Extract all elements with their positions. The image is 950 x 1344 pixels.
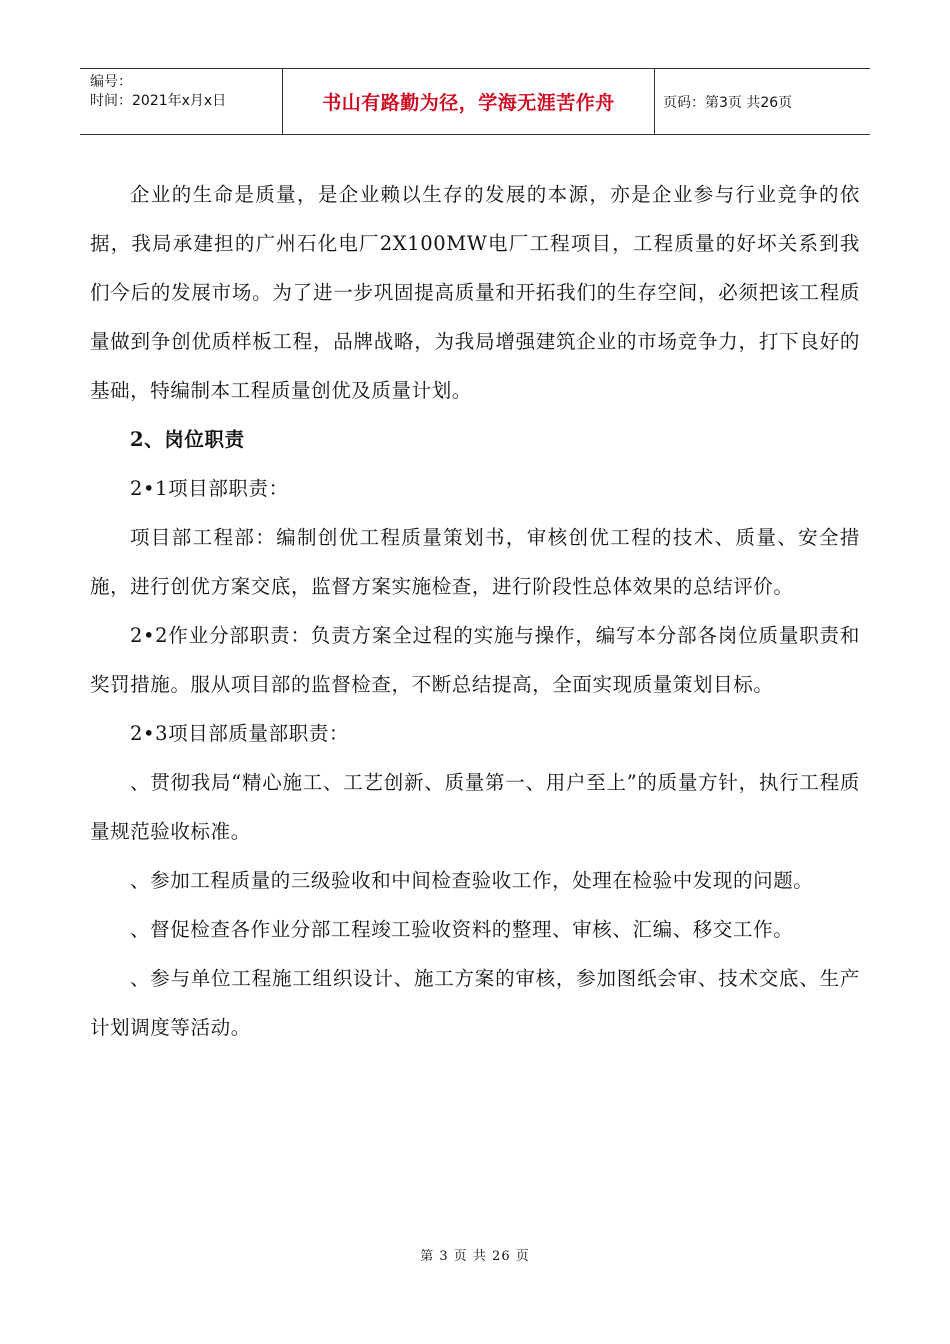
- list-item: 、督促检查各作业分部工程竣工验收资料的整理、审核、汇编、移交工作。: [130, 918, 794, 941]
- section-heading-duties: 2、岗位职责: [130, 428, 245, 451]
- header-page-info: 页码：第3页 共26页: [663, 94, 793, 111]
- paragraph-engineering-dept: 项目部工程部：编制创优工程质量策划书，审核创优工程的技术、质量、安全措施，进行创优方案交底，监督方案实施检查，进行阶段性总体效果的总结评价。: [90, 526, 860, 598]
- subsection-2-3: 2•3项目部质量部职责：: [130, 722, 350, 745]
- subsection-2-1: 2•1项目部职责：: [130, 477, 289, 500]
- header-motto: 书山有路勤为径，学海无涯苦作舟: [283, 69, 655, 134]
- page-header: [80, 68, 870, 135]
- page-footer: 第 3 页 共 26 页: [420, 1249, 530, 1264]
- document-number-label: 编号：: [90, 74, 132, 90]
- paragraph-2-2: 2•2作业分部职责：负责方案全过程的实施与操作，编写本分部各岗位质量职责和奖罚措施。服从项目部的监督检查，不断总结提高，全面实现质量策划目标。: [90, 624, 860, 696]
- header-meta: [80, 69, 283, 134]
- list-item: 、贯彻我局“精心施工、工艺创新、质量第一、用户至上”的质量方针，执行工程质量规范验收标准。: [90, 771, 860, 843]
- paragraph-intro: 企业的生命是质量，是企业赖以生存的发展的本源，亦是企业参与行业竞争的依据，我局承建担的广州石化电厂2X100MW电厂工程项目，工程质量的好坏关系到我们今后的发展市场。为了进一步巩固提高质量和开拓我们的生存空间，必须把该工程质量做到争创优质样板工程，品牌战略，为我局增强建筑企业的市场竞争力，打下良好的基础，特编制本工程质量创优及质量计划。: [90, 183, 860, 402]
- document-date-label: 时间：2021年x月x日: [90, 93, 227, 109]
- list-item: 、参加工程质量的三级验收和中间检查验收工作，处理在检验中发现的问题。: [130, 869, 814, 892]
- list-item: 、参与单位工程施工组织设计、施工方案的审核，参加图纸会审、技术交底、生产计划调度等活动。: [90, 967, 860, 1039]
- document-body: [90, 170, 860, 1052]
